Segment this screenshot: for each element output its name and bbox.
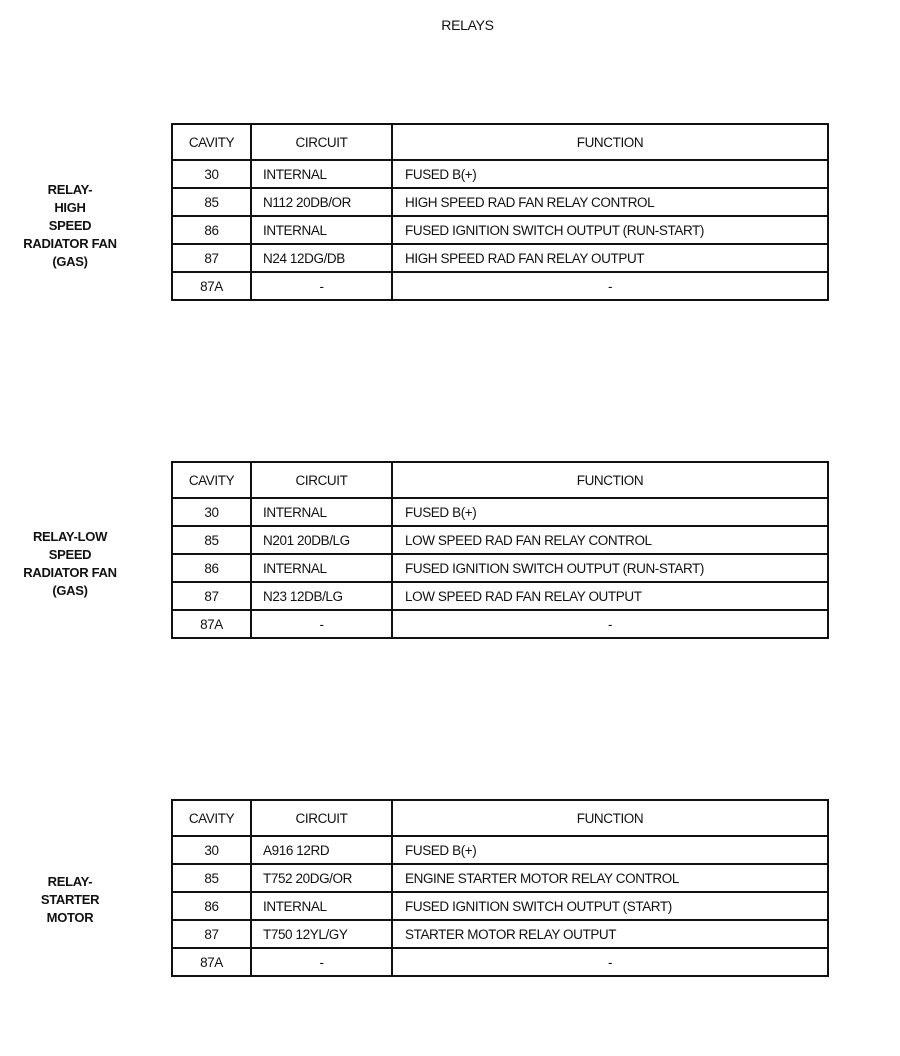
function-cell: FUSED B(+)	[392, 498, 828, 526]
circuit-cell: N24 12DG/DB	[251, 244, 392, 272]
relay-label-line: SPEED	[48, 547, 92, 562]
circuit-cell: INTERNAL	[251, 160, 392, 188]
function-cell: -	[392, 610, 828, 638]
table-row	[172, 836, 828, 864]
header-cavity: CAVITY	[172, 462, 251, 498]
circuit-cell: -	[251, 948, 392, 976]
cavity-cell: 87	[172, 920, 251, 948]
relay-label-line: SPEED	[48, 218, 92, 233]
table-row	[172, 554, 828, 582]
cavity-cell: 30	[172, 836, 251, 864]
relay-label-line: RADIATOR FAN	[23, 565, 117, 580]
relay-label-line: RADIATOR FAN	[23, 236, 117, 251]
circuit-cell: T750 12YL/GY	[251, 920, 392, 948]
circuit-cell: INTERNAL	[251, 498, 392, 526]
table-row	[172, 244, 828, 272]
function-cell: LOW SPEED RAD FAN RELAY CONTROL	[392, 526, 828, 554]
table-row	[172, 864, 828, 892]
circuit-cell: -	[251, 272, 392, 300]
table-row	[172, 216, 828, 244]
header-circuit: CIRCUIT	[251, 462, 392, 498]
circuit-cell: A916 12RD	[251, 836, 392, 864]
function-cell: FUSED B(+)	[392, 836, 828, 864]
table-row	[172, 272, 828, 300]
pin-table-low-speed-fan	[171, 461, 829, 639]
pin-table-starter-motor	[171, 799, 829, 977]
relay-label-high-speed-fan	[8, 181, 132, 271]
circuit-cell: T752 20DG/OR	[251, 864, 392, 892]
relay-label-line: (GAS)	[52, 583, 88, 598]
circuit-cell: INTERNAL	[251, 892, 392, 920]
function-cell: FUSED IGNITION SWITCH OUTPUT (START)	[392, 892, 828, 920]
table-row	[172, 892, 828, 920]
function-cell: ENGINE STARTER MOTOR RELAY CONTROL	[392, 864, 828, 892]
header-function: FUNCTION	[392, 124, 828, 160]
function-cell: FUSED IGNITION SWITCH OUTPUT (RUN-START)	[392, 554, 828, 582]
cavity-cell: 85	[172, 526, 251, 554]
cavity-cell: 87A	[172, 948, 251, 976]
cavity-cell: 85	[172, 864, 251, 892]
cavity-cell: 87	[172, 582, 251, 610]
relay-label-starter-motor	[8, 873, 132, 927]
function-cell: STARTER MOTOR RELAY OUTPUT	[392, 920, 828, 948]
pin-table-high-speed-fan	[171, 123, 829, 301]
function-cell: FUSED IGNITION SWITCH OUTPUT (RUN-START)	[392, 216, 828, 244]
header-circuit: CIRCUIT	[251, 800, 392, 836]
circuit-cell: N201 20DB/LG	[251, 526, 392, 554]
header-function: FUNCTION	[392, 462, 828, 498]
relay-label-low-speed-fan	[8, 528, 132, 600]
circuit-cell: -	[251, 610, 392, 638]
cavity-cell: 30	[172, 160, 251, 188]
relay-label-line: RELAY-LOW	[32, 529, 108, 544]
table-row	[172, 582, 828, 610]
relay-label-line: HIGH	[54, 200, 86, 215]
table-header-row	[172, 462, 828, 498]
circuit-cell: INTERNAL	[251, 216, 392, 244]
cavity-cell: 87A	[172, 272, 251, 300]
function-cell: LOW SPEED RAD FAN RELAY OUTPUT	[392, 582, 828, 610]
table-row	[172, 610, 828, 638]
cavity-cell: 30	[172, 498, 251, 526]
relay-label-line: (GAS)	[52, 254, 88, 269]
table-row	[172, 188, 828, 216]
function-cell: HIGH SPEED RAD FAN RELAY OUTPUT	[392, 244, 828, 272]
circuit-cell: INTERNAL	[251, 554, 392, 582]
relay-label-line: STARTER	[40, 892, 100, 907]
function-cell: FUSED B(+)	[392, 160, 828, 188]
table-row	[172, 498, 828, 526]
cavity-cell: 86	[172, 216, 251, 244]
cavity-cell: 86	[172, 892, 251, 920]
circuit-cell: N112 20DB/OR	[251, 188, 392, 216]
header-cavity: CAVITY	[172, 800, 251, 836]
circuit-cell: N23 12DB/LG	[251, 582, 392, 610]
table-header-row	[172, 124, 828, 160]
cavity-cell: 87	[172, 244, 251, 272]
table-header-row	[172, 800, 828, 836]
header-cavity: CAVITY	[172, 124, 251, 160]
cavity-cell: 87A	[172, 610, 251, 638]
header-circuit: CIRCUIT	[251, 124, 392, 160]
table-row	[172, 920, 828, 948]
cavity-cell: 86	[172, 554, 251, 582]
relay-label-line: MOTOR	[46, 910, 94, 925]
table-row	[172, 948, 828, 976]
page-title: RELAYS	[441, 17, 494, 33]
header-function: FUNCTION	[392, 800, 828, 836]
function-cell: -	[392, 272, 828, 300]
relay-label-line: RELAY-	[47, 874, 93, 889]
function-cell: HIGH SPEED RAD FAN RELAY CONTROL	[392, 188, 828, 216]
cavity-cell: 85	[172, 188, 251, 216]
function-cell: -	[392, 948, 828, 976]
table-row	[172, 526, 828, 554]
relay-label-line: RELAY-	[47, 182, 93, 197]
table-row	[172, 160, 828, 188]
